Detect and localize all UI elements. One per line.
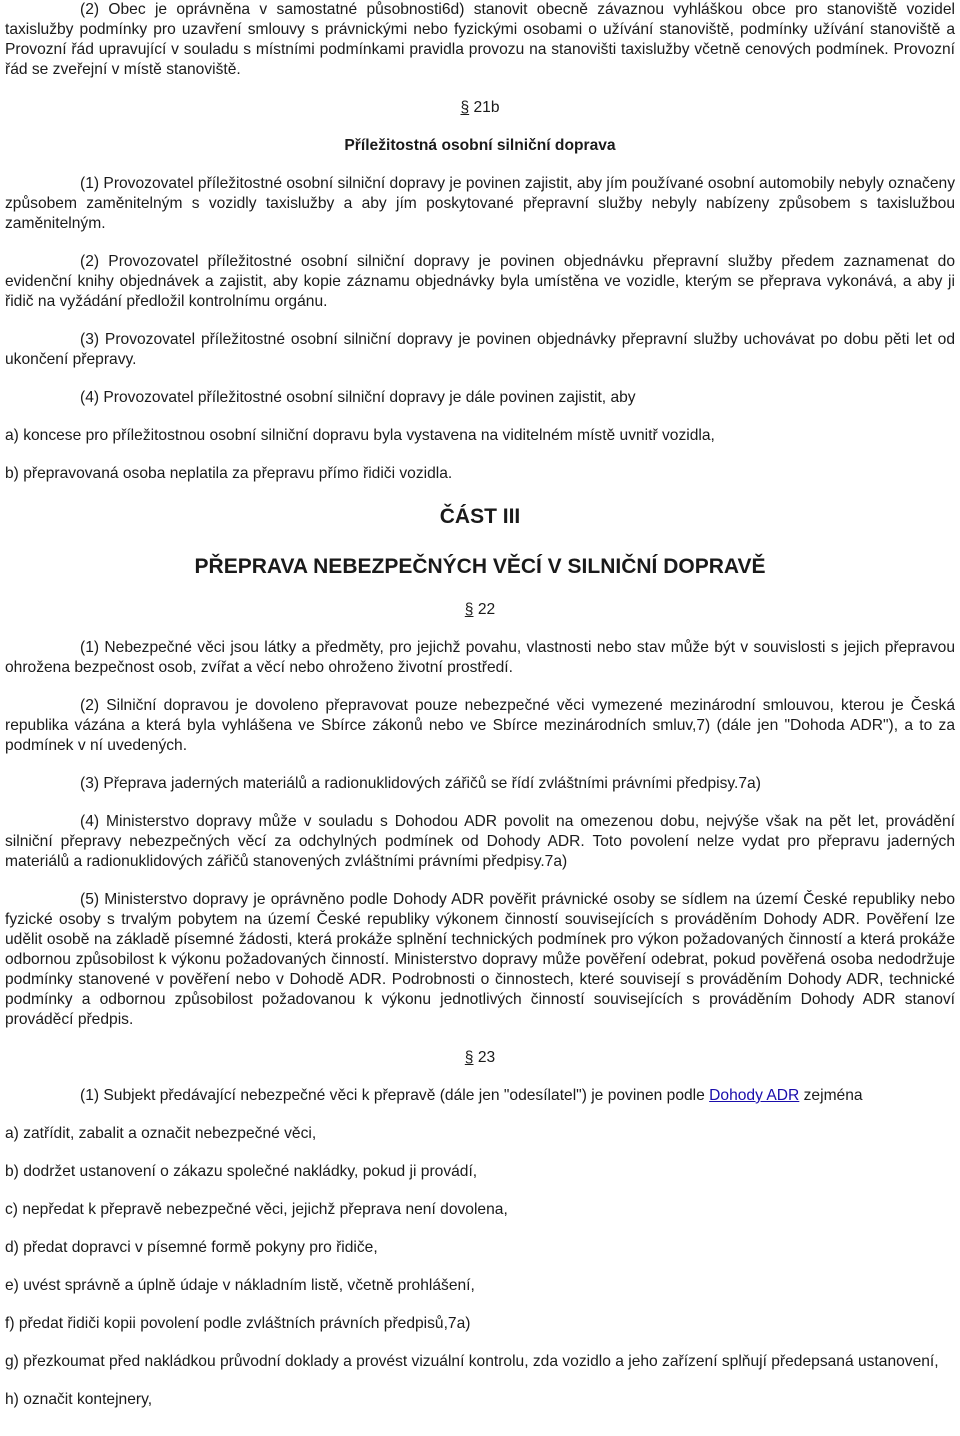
s23-item-g: g) přezkoumat před nakládkou průvodní doklady a provést vizuální kontrolu, zda vozidlo a jeho zařízení splňují předepsaná ustanovení, [5, 1353, 939, 1370]
s21b-paragraph-1: (1) Provozovatel příležitostné osobní silniční dopravy je povinen zajistit, aby jím používané osobní automobily nebyly označeny způsobem zaměnitelným s vozidly taxislužby a aby jím poskytované přepravní služby nebyly nabízeny způsobem s taxislužbou zaměnitelným. [5, 175, 955, 232]
section-23-number: 23 [477, 1049, 496, 1066]
s21b-paragraph-3: (3) Provozovatel příležitostné osobní silniční dopravy je povinen objednávky přepravní služby uchovávat po dobu pěti let od ukončení přepravy. [5, 331, 955, 368]
section-21b-heading [5, 98, 955, 118]
section-23-heading [5, 1048, 955, 1068]
s23-item-e: e) uvést správně a úplně údaje v nákladním listě, včetně prohlášení, [5, 1277, 475, 1294]
s23-item-a: a) zatřídit, zabalit a označit nebezpečné věci, [5, 1125, 317, 1142]
s21b-paragraph-4: (4) Provozovatel příležitostné osobní silniční dopravy je dále povinen zajistit, aby [80, 389, 636, 406]
s21b-item-b: b) přepravovaná osoba neplatila za přepravu přímo řidiči vozidla. [5, 465, 453, 482]
s22-paragraph-4: (4) Ministerstvo dopravy může v souladu s Dohodou ADR povolit na omezenou dobu, nejvýše však na pět let, provádění silniční přepravy nebezpečných věcí za odchylných podmínek od Dohody ADR. Toto povolení nelze vydat pro přepravu jaderných materiálů a radionuklidových zářičů stanovených zvláštními právními předpisy.7a) [5, 813, 955, 870]
section-22-heading [5, 600, 955, 620]
dohoda-adr-link[interactable]: Dohody ADR [709, 1087, 800, 1104]
s23-item-h: h) označit kontejnery, [5, 1391, 153, 1408]
s23-paragraph-1-text-after: zejména [799, 1087, 863, 1104]
part-label: ČÁST III [439, 505, 521, 528]
s21b-item-a: a) koncese pro příležitostnou osobní silniční dopravu byla vystavena na viditelném místě uvnitř vozidla, [5, 427, 715, 444]
section-sign: § [464, 601, 474, 618]
section-sign: § [460, 99, 470, 116]
s23-item-d: d) předat dopravci v písemné formě pokyny pro řidiče, [5, 1239, 378, 1256]
s23-paragraph-1 [5, 1086, 955, 1106]
section-sign: § [464, 1049, 474, 1066]
s23-paragraph-1-text-before: (1) Subjekt předávající nebezpečné věci k přepravě (dále jen "odesílatel") je povinen podle [80, 1087, 710, 1104]
s22-paragraph-5: (5) Ministerstvo dopravy je oprávněno podle Dohody ADR pověřit právnické osoby se sídlem na území České republiky nebo fyzické osoby s trvalým pobytem na území České republiky výkonem činností souvisejících s prováděním Dohody ADR. Pověření lze udělit osobě na základě písemné žádosti, která prokáže splnění technických podmínek pro výkon požadovaných činností a která prokáže odbornou způsobilost k výkonu požadovaných činností. Ministerstvo dopravy může pověření odebrat, pokud pověřená osoba nedodržuje podmínky stanovené v pověření nebo v Dohodě ADR. Podrobnosti o činnostech, které souvisejí s prováděním Dohody ADR, technické podmínky a odbornou způsobilost požadovanou k výkonu jednotlivých činností souvisejících s prováděním Dohody ADR stanoví prováděcí předpis. [5, 891, 955, 1028]
paragraph-prev-2: (2) Obec je oprávněna v samostatné působnosti6d) stanovit obecně závaznou vyhláškou obce pro stanoviště vozidel taxislužby podmínky pro uzavření smlouvy s právnickými nebo fyzickými osobami o užívání stanoviště, podmínky užívání stanoviště a Provozní řád upravující v souladu s místními podmínkami pravidla provozu na stanovišti taxislužby včetně cenových podmínek. Provozní řád se zveřejní v místě stanoviště. [5, 1, 955, 78]
s23-item-b: b) dodržet ustanovení o zákazu společné nakládky, pokud ji provádí, [5, 1163, 478, 1180]
s22-paragraph-1: (1) Nebezpečné věci jsou látky a předměty, pro jejichž povahu, vlastnosti nebo stav může být v souvislosti s jejich přepravou ohrožena bezpečnost osob, zvířat a věcí nebo ohroženo životní prostředí. [5, 639, 955, 676]
section-21b-number: 21b [473, 99, 500, 116]
s22-paragraph-2: (2) Silniční dopravou je dovoleno přepravovat pouze nebezpečné věci vymezené mezinárodní smlouvou, kterou je Česká republika vázána a která byla vyhlášena ve Sbírce zákonů nebo ve Sbírce mezinárodních smluv,7) (dále jen "Dohoda ADR"), a to za podmínek v ní uvedených. [5, 697, 955, 754]
s21b-paragraph-2: (2) Provozovatel příležitostné osobní silniční dopravy je povinen objednávku přepravní služby předem zaznamenat do evidenční knihy objednávek a zajistit, aby kopie záznamu objednávky byla umístěna ve vozidle, kterým se přeprava vykonává, a aby ji řidič na vyžádání předložil kontrolnímu orgánu. [5, 253, 955, 310]
s22-paragraph-3: (3) Přeprava jaderných materiálů a radionuklidových zářičů se řídí zvláštními právními předpisy.7a) [80, 775, 761, 792]
s23-item-c: c) nepředat k přepravě nebezpečné věci, jejichž přeprava není dovolena, [5, 1201, 508, 1218]
s23-item-f: f) předat řidiči kopii povolení podle zvláštních právních předpisů,7a) [5, 1315, 471, 1332]
section-22-number: 22 [477, 601, 496, 618]
section-21b-title: Příležitostná osobní silniční doprava [344, 137, 616, 154]
part-title: PŘEPRAVA NEBEZPEČNÝCH VĚCÍ V SILNIČNÍ DOPRAVĚ [194, 555, 766, 578]
